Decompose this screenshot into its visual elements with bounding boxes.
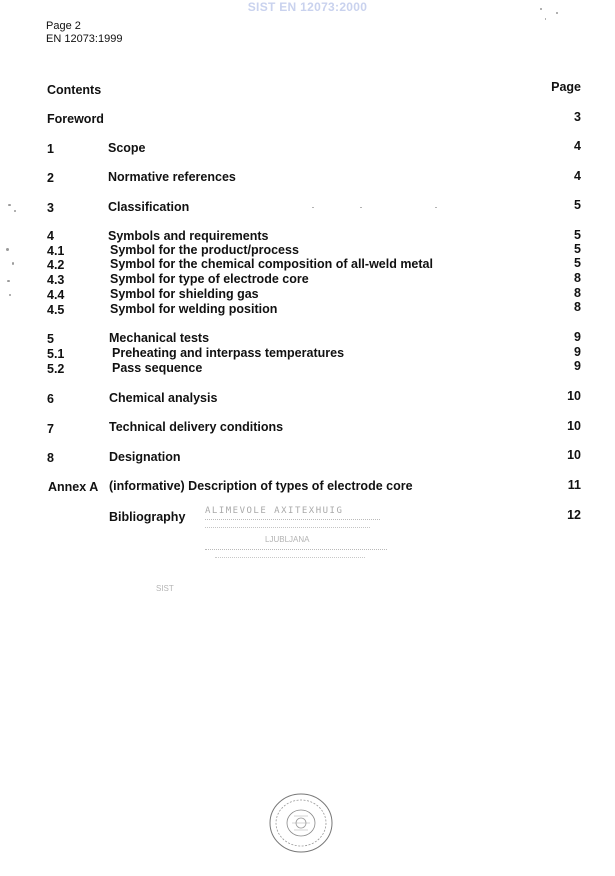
seal-emblem [268, 792, 334, 854]
toc-number: 8 [47, 451, 54, 465]
toc-page: 5 [574, 256, 581, 270]
toc-title: Symbol for shielding gas [110, 287, 259, 301]
toc-title: Scope [108, 141, 146, 155]
toc-page: 9 [574, 359, 581, 373]
toc-number: 4.3 [47, 273, 65, 287]
toc-title: Symbol for type of electrode core [110, 272, 309, 286]
toc-page: 8 [574, 286, 581, 300]
toc-title: Designation [109, 450, 181, 464]
toc-page: 9 [574, 345, 581, 359]
toc-number: 2 [47, 171, 54, 185]
toc-number: 4 [47, 229, 54, 243]
toc-page: 8 [574, 300, 581, 314]
toc-title-foreword: Foreword [47, 112, 104, 126]
toc-number: 4.4 [47, 288, 65, 302]
toc-title: Technical delivery conditions [109, 420, 284, 434]
toc-page: 4 [574, 139, 581, 153]
toc-number: 3 [47, 201, 54, 215]
toc-page: 9 [574, 330, 581, 344]
toc-page: 11 [567, 478, 581, 492]
toc-number: 6 [47, 392, 54, 406]
toc-number: 5 [47, 332, 54, 346]
library-stamp [205, 506, 395, 586]
toc-title: Mechanical tests [109, 331, 210, 345]
page-label: Page 2 [46, 20, 81, 32]
toc-page: 8 [574, 271, 581, 285]
toc-page: 10 [567, 448, 581, 462]
toc-page: 10 [567, 389, 581, 403]
toc-page: 12 [567, 508, 581, 522]
toc-number: 4.2 [47, 258, 65, 272]
toc-title: Symbol for welding position [110, 302, 278, 316]
standard-number: EN 12073:1999 [46, 33, 123, 45]
toc-title: Symbol for the product/process [110, 243, 299, 257]
toc-page: 3 [574, 110, 581, 124]
toc-page: 5 [574, 198, 581, 212]
toc-title: (informative) Description of types of electrode core [109, 479, 413, 493]
toc-number: 7 [47, 422, 54, 436]
toc-number: 5.2 [47, 362, 65, 376]
toc-number: 1 [47, 142, 54, 156]
toc-title: Chemical analysis [109, 391, 218, 405]
toc-title: Classification [108, 200, 190, 214]
toc-title: Pass sequence [112, 361, 203, 375]
page-column-heading: Page [551, 80, 581, 94]
toc-title: Preheating and interpass temperatures [112, 346, 345, 360]
toc-title-bibliography: Bibliography [109, 510, 186, 524]
toc-title: Normative references [108, 170, 236, 184]
toc-number: 4.5 [47, 303, 65, 317]
stamp-line: ALIMEVOLE AXITEXHUIG [205, 506, 344, 516]
stamp-mark: SIST [156, 584, 174, 593]
toc-page: 5 [574, 242, 581, 256]
toc-number: 4.1 [47, 244, 65, 258]
toc-page: 5 [574, 228, 581, 242]
contents-heading: Contents [47, 83, 102, 97]
toc-number: 5.1 [47, 347, 65, 361]
toc-title: Symbol for the chemical composition of all-weld metal [110, 257, 433, 271]
watermark: SIST EN 12073:2000 [247, 0, 368, 14]
toc-page: 10 [567, 419, 581, 433]
toc-page: 4 [574, 169, 581, 183]
toc-title: Symbols and requirements [108, 229, 269, 243]
stamp-line: LJUBLJANA [265, 535, 310, 544]
toc-annex-label: Annex A [48, 480, 99, 494]
